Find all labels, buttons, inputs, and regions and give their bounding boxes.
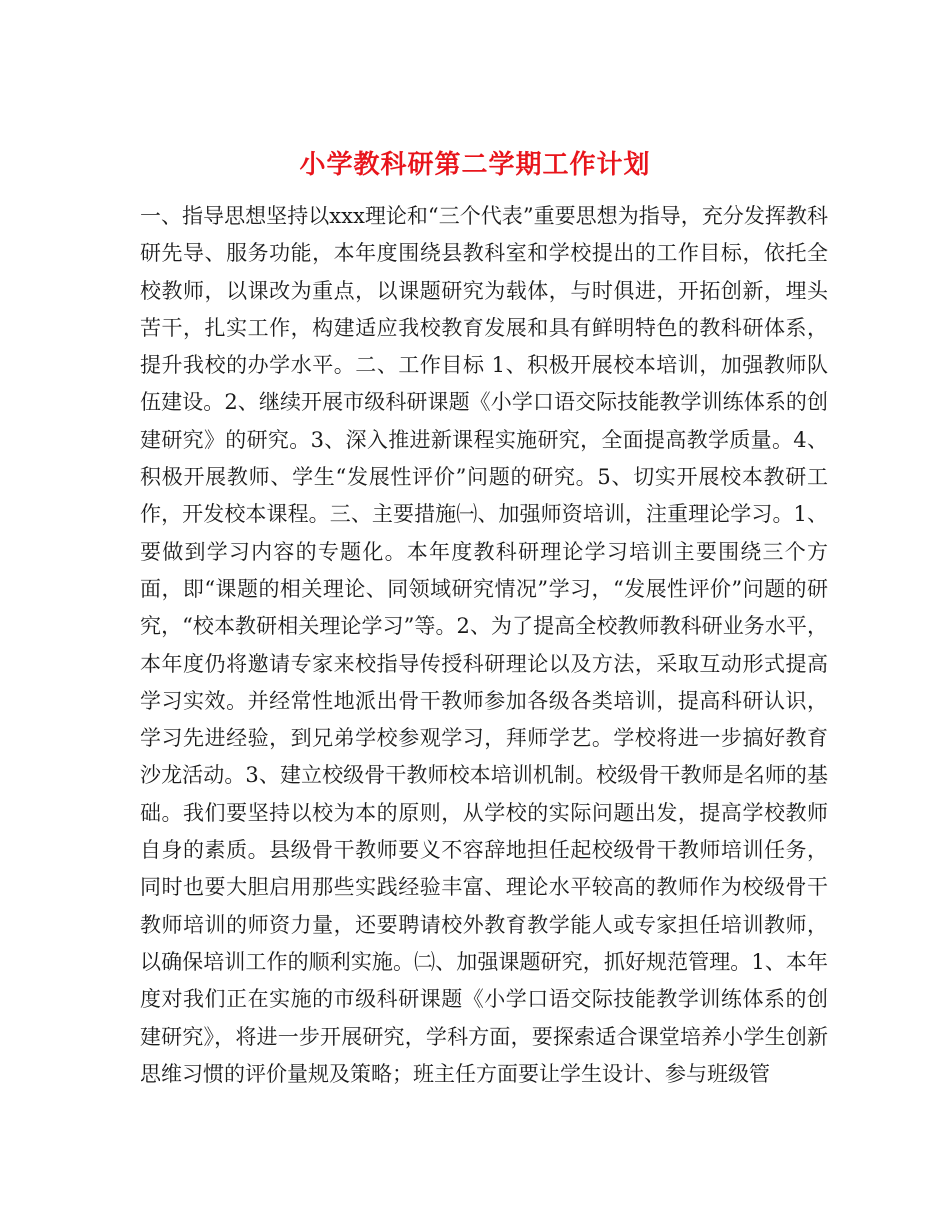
document-body: 一、指导思想坚持以xxx理论和“三个代表”重要思想为指导，充分发挥教科研先导、服务功能，本年度围绕县教科室和学校提出的工作目标，依托全校教师，以课改为重点，以课题研究为载体，与时俱进，开拓创新，埋头苦干，扎实工作，构建适应我校教育发展和具有鲜明特色的教科研体系，提升我校的办学水平。二、工作目标 1、积极开展校本培训，加强教师队伍建设。2、继续开展市级科研课题《小学口语交际技能教学训练体系的创建研究》的研究。3、深入推进新课程实施研究，全面提高教学质量。4、积极开展教师、学生“发展性评价”问题的研究。5、切实开展校本教研工作，开发校本课程。三、主要措施㈠、加强师资培训，注重理论学习。1、要做到学习内容的专题化。本年度教科研理论学习培训主要围绕三个方面，即“课题的相关理论、同领域研究情况”学习，“发展性评价”问题的研究，“校本教研相关理论学习”等。2、为了提高全校教师教科研业务水平，本年度仍将邀请专家来校指导传授科研理论以及方法，采取互动形式提高学习实效。并经常性地派出骨干教师参加各级各类培训，提高科研认识，学习先进经验，到兄弟学校参观学习，拜师学艺。学校将进一步搞好教育沙龙活动。3、建立校级骨干教师校本培训机制。校级骨干教师是名师的基础。我们要坚持以校为本的原则，从学校的实际问题出发，提高学校教师自身的素质。县级骨干教师要义不容辞地担任起校级骨干教师培训任务，同时也要大胆启用那些实践经验丰富、理论水平较高的教师作为校级骨干教师培训的师资力量，还要聘请校外教育教学能人或专家担任培训教师，以确保培训工作的顺利实施。㈡、加强课题研究，抓好规范管理。1、本年度对我们正在实施的市级科研课题《小学口语交际技能教学训练体系的创建研究》，将进一步开展研究，学科方面，要探索适合课堂培养小学生创新思维习惯的评价量规及策略；班主任方面要让学生设计、参与班级管 — [140, 204, 828, 1086]
document-title: 小学教科研第二学期工作计划 — [299, 150, 651, 181]
